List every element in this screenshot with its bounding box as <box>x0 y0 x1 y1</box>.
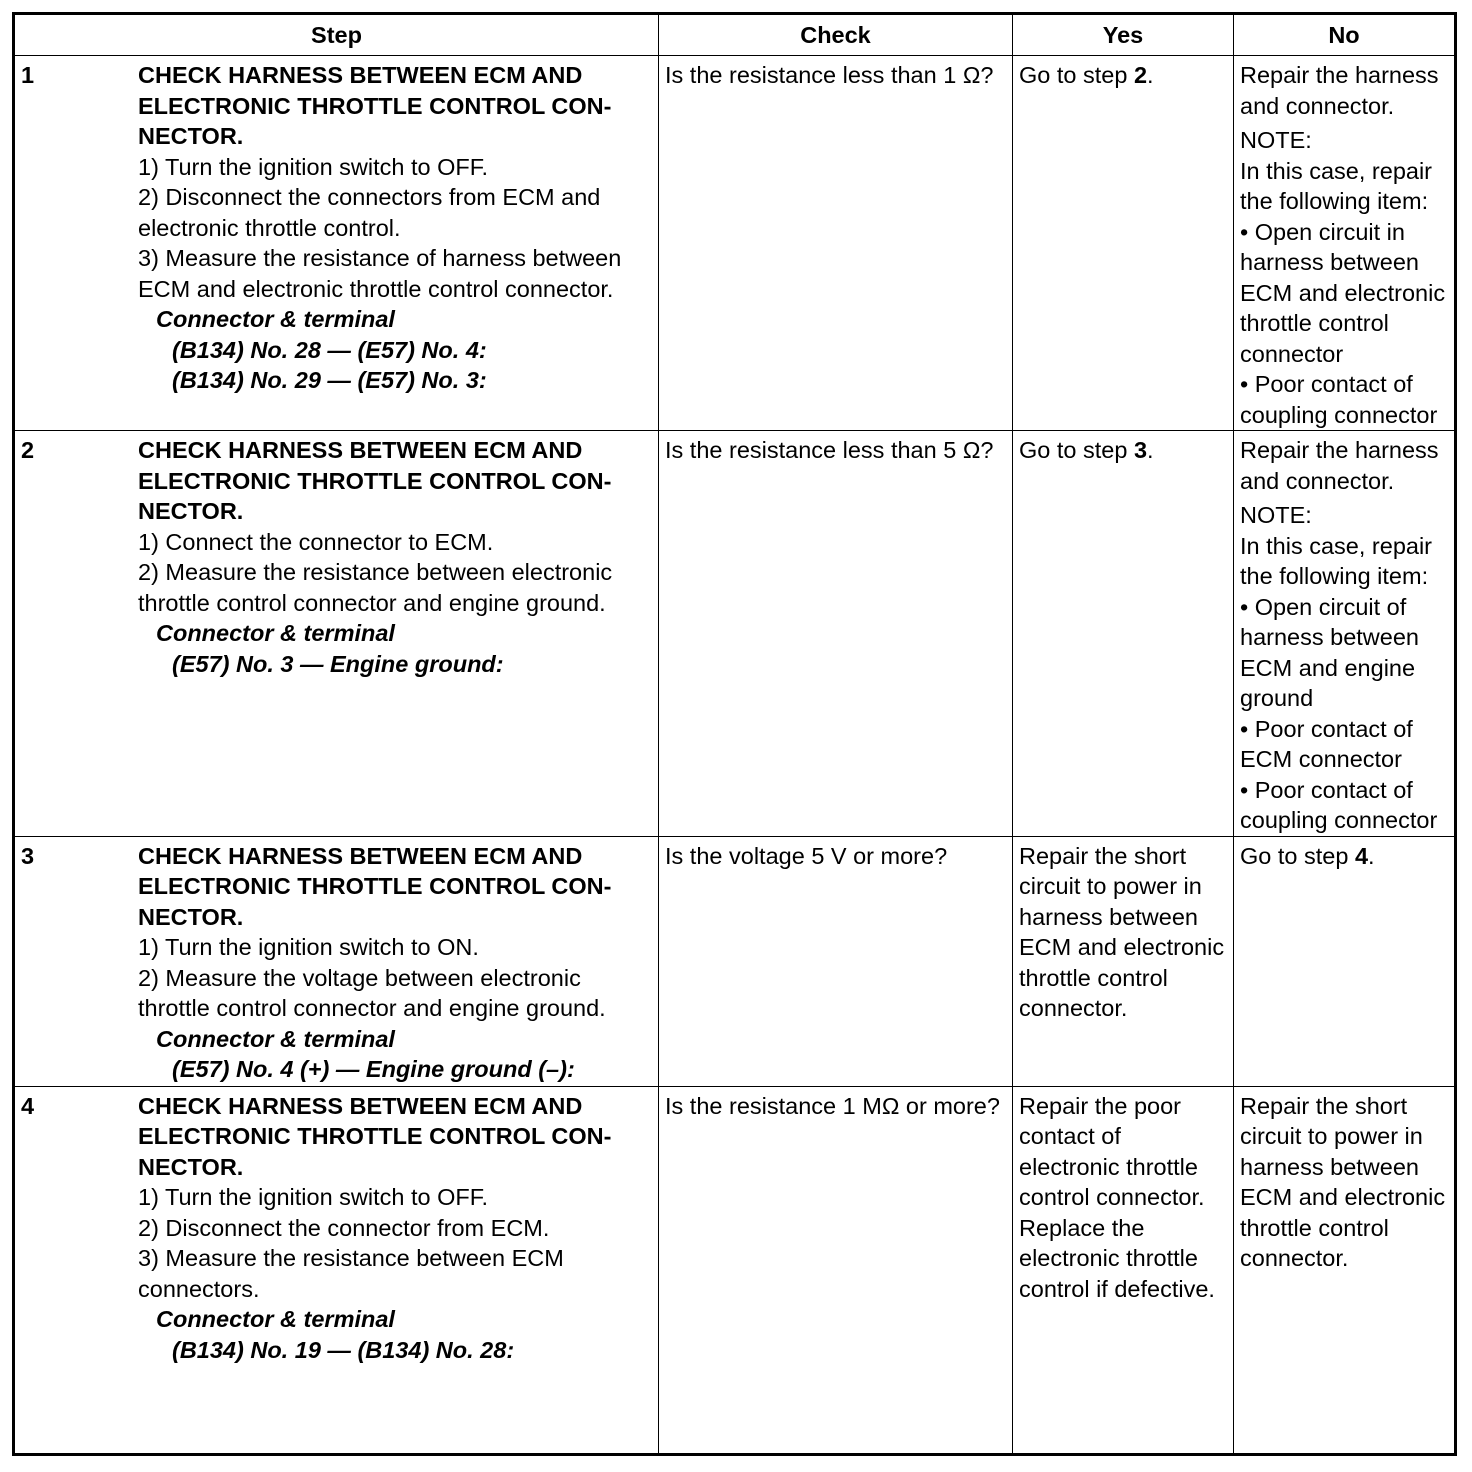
step-title-line: NECTOR. <box>138 123 244 149</box>
no-step-ref: 4 <box>1354 842 1369 869</box>
no-item: • Open circuit of harness between ECM and engine ground <box>1240 593 1419 711</box>
yes-text: Go to step <box>1019 437 1134 463</box>
connector-terminal: (B134) No. 19 — (B134) No. 28: <box>172 1336 515 1363</box>
no-main: Repair the harness and connector. <box>1240 62 1439 119</box>
check-cell: Is the resistance less than 1 Ω? <box>659 56 1013 431</box>
yes-cell <box>1013 431 1234 837</box>
no-main: Repair the harness and connector. <box>1240 437 1439 494</box>
step-number: 2 <box>21 437 35 463</box>
table-row <box>14 431 1456 837</box>
header-yes: Yes <box>1013 14 1234 56</box>
substep: 2) Measure the resistance between electronic throttle control connector and engine ground. <box>138 559 613 616</box>
substep: 1) Turn the ignition switch to OFF. <box>138 153 489 180</box>
yes-cell <box>1013 1086 1234 1455</box>
step-number: 3 <box>21 842 35 869</box>
connector-terminal: (E57) No. 3 — Engine ground: <box>172 650 504 677</box>
substep: 2) Measure the voltage between electronic throttle control connector and engine ground. <box>138 964 606 1021</box>
step-title-line: ELECTRONIC THROTTLE CONTROL CON- <box>138 467 612 494</box>
no-note: NOTE: <box>1240 127 1312 153</box>
diagnostic-table <box>12 12 1457 1456</box>
step-title-line: ELECTRONIC THROTTLE CONTROL CON- <box>138 92 612 119</box>
table-row <box>14 836 1456 1086</box>
substep: 2) Disconnect the connector from ECM. <box>138 1214 550 1241</box>
yes-text-2: Replace the electronic throttle control if defective. <box>1019 1214 1215 1302</box>
yes-suffix: . <box>1147 62 1154 88</box>
no-note-intro: In this case, repair the following item: <box>1240 157 1433 214</box>
no-item: • Open circuit in harness between ECM and electronic throttle control connector <box>1240 218 1446 367</box>
step-cell <box>14 836 659 1086</box>
substep: 3) Measure the resistance of harness between ECM and electronic throttle control connector. <box>138 245 622 302</box>
step-title-line: CHECK HARNESS BETWEEN ECM AND <box>138 62 583 88</box>
table-row <box>14 56 1456 431</box>
no-cell: Repair the short circuit to power in harness between ECM and electronic throttle control connector. <box>1234 1086 1456 1455</box>
step-cell <box>14 56 659 431</box>
connector-label: Connector & terminal <box>156 1025 395 1052</box>
step-title-line: ELECTRONIC THROTTLE CONTROL CON- <box>138 873 612 899</box>
header-no: No <box>1234 14 1456 56</box>
connector-terminal: (B134) No. 28 — (E57) No. 4: <box>172 336 487 363</box>
substep: 2) Disconnect the connectors from ECM and electronic throttle control. <box>138 184 601 241</box>
no-item: • Poor contact of ECM connector <box>1240 715 1413 772</box>
step-title-line: CHECK HARNESS BETWEEN ECM AND <box>138 437 583 463</box>
substep: 1) Turn the ignition switch to ON. <box>138 934 479 960</box>
step-title-line: NECTOR. <box>138 1153 244 1180</box>
substep: 1) Turn the ignition switch to OFF. <box>138 1184 489 1210</box>
step-title-line: NECTOR. <box>138 498 244 524</box>
connector-label: Connector & terminal <box>156 1306 395 1332</box>
yes-step-ref: 3 <box>1133 437 1148 463</box>
yes-text: Go to step <box>1019 62 1134 88</box>
step-number: 1 <box>21 62 35 88</box>
step-title-line: NECTOR. <box>138 903 244 930</box>
step-cell <box>14 431 659 837</box>
no-suffix: . <box>1368 842 1375 869</box>
substep: 1) Connect the connector to ECM. <box>138 528 494 555</box>
no-item: • Poor contact of coupling connector <box>1240 776 1438 833</box>
step-cell <box>14 1086 659 1455</box>
connector-terminal: (E57) No. 4 (+) — Engine ground (–): <box>172 1056 575 1082</box>
no-note-intro: In this case, repair the following item: <box>1240 532 1433 589</box>
yes-text: Repair the poor contact of electronic throttle control connector. <box>1019 1092 1205 1210</box>
step-number: 4 <box>21 1092 35 1119</box>
step-title-line: CHECK HARNESS BETWEEN ECM AND <box>138 1092 583 1119</box>
no-cell <box>1234 56 1456 431</box>
yes-suffix: . <box>1147 437 1154 463</box>
connector-label: Connector & terminal <box>156 306 395 332</box>
header-step: Step <box>14 14 659 56</box>
connector-terminal: (B134) No. 29 — (E57) No. 3: <box>172 367 487 393</box>
substep: 3) Measure the resistance between ECM connectors. <box>138 1245 564 1302</box>
no-cell <box>1234 836 1456 1086</box>
no-note: NOTE: <box>1240 502 1312 528</box>
header-check: Check <box>659 14 1013 56</box>
step-title-line: CHECK HARNESS BETWEEN ECM AND <box>138 842 583 869</box>
check-cell: Is the voltage 5 V or more? <box>659 836 1013 1086</box>
connector-label: Connector & terminal <box>156 620 395 646</box>
no-cell <box>1234 431 1456 837</box>
yes-cell: Repair the short circuit to power in harness between ECM and electronic throttle control connector. <box>1013 836 1234 1086</box>
yes-cell <box>1013 56 1234 431</box>
check-cell: Is the resistance less than 5 Ω? <box>659 431 1013 837</box>
no-item: • Poor contact of coupling connector <box>1240 371 1438 428</box>
no-text: Go to step <box>1240 842 1355 869</box>
step-title-line: ELECTRONIC THROTTLE CONTROL CON- <box>138 1123 612 1149</box>
table-row <box>14 1086 1456 1455</box>
yes-step-ref: 2 <box>1133 62 1148 88</box>
header-row <box>14 14 1456 56</box>
check-cell: Is the resistance 1 MΩ or more? <box>659 1086 1013 1455</box>
